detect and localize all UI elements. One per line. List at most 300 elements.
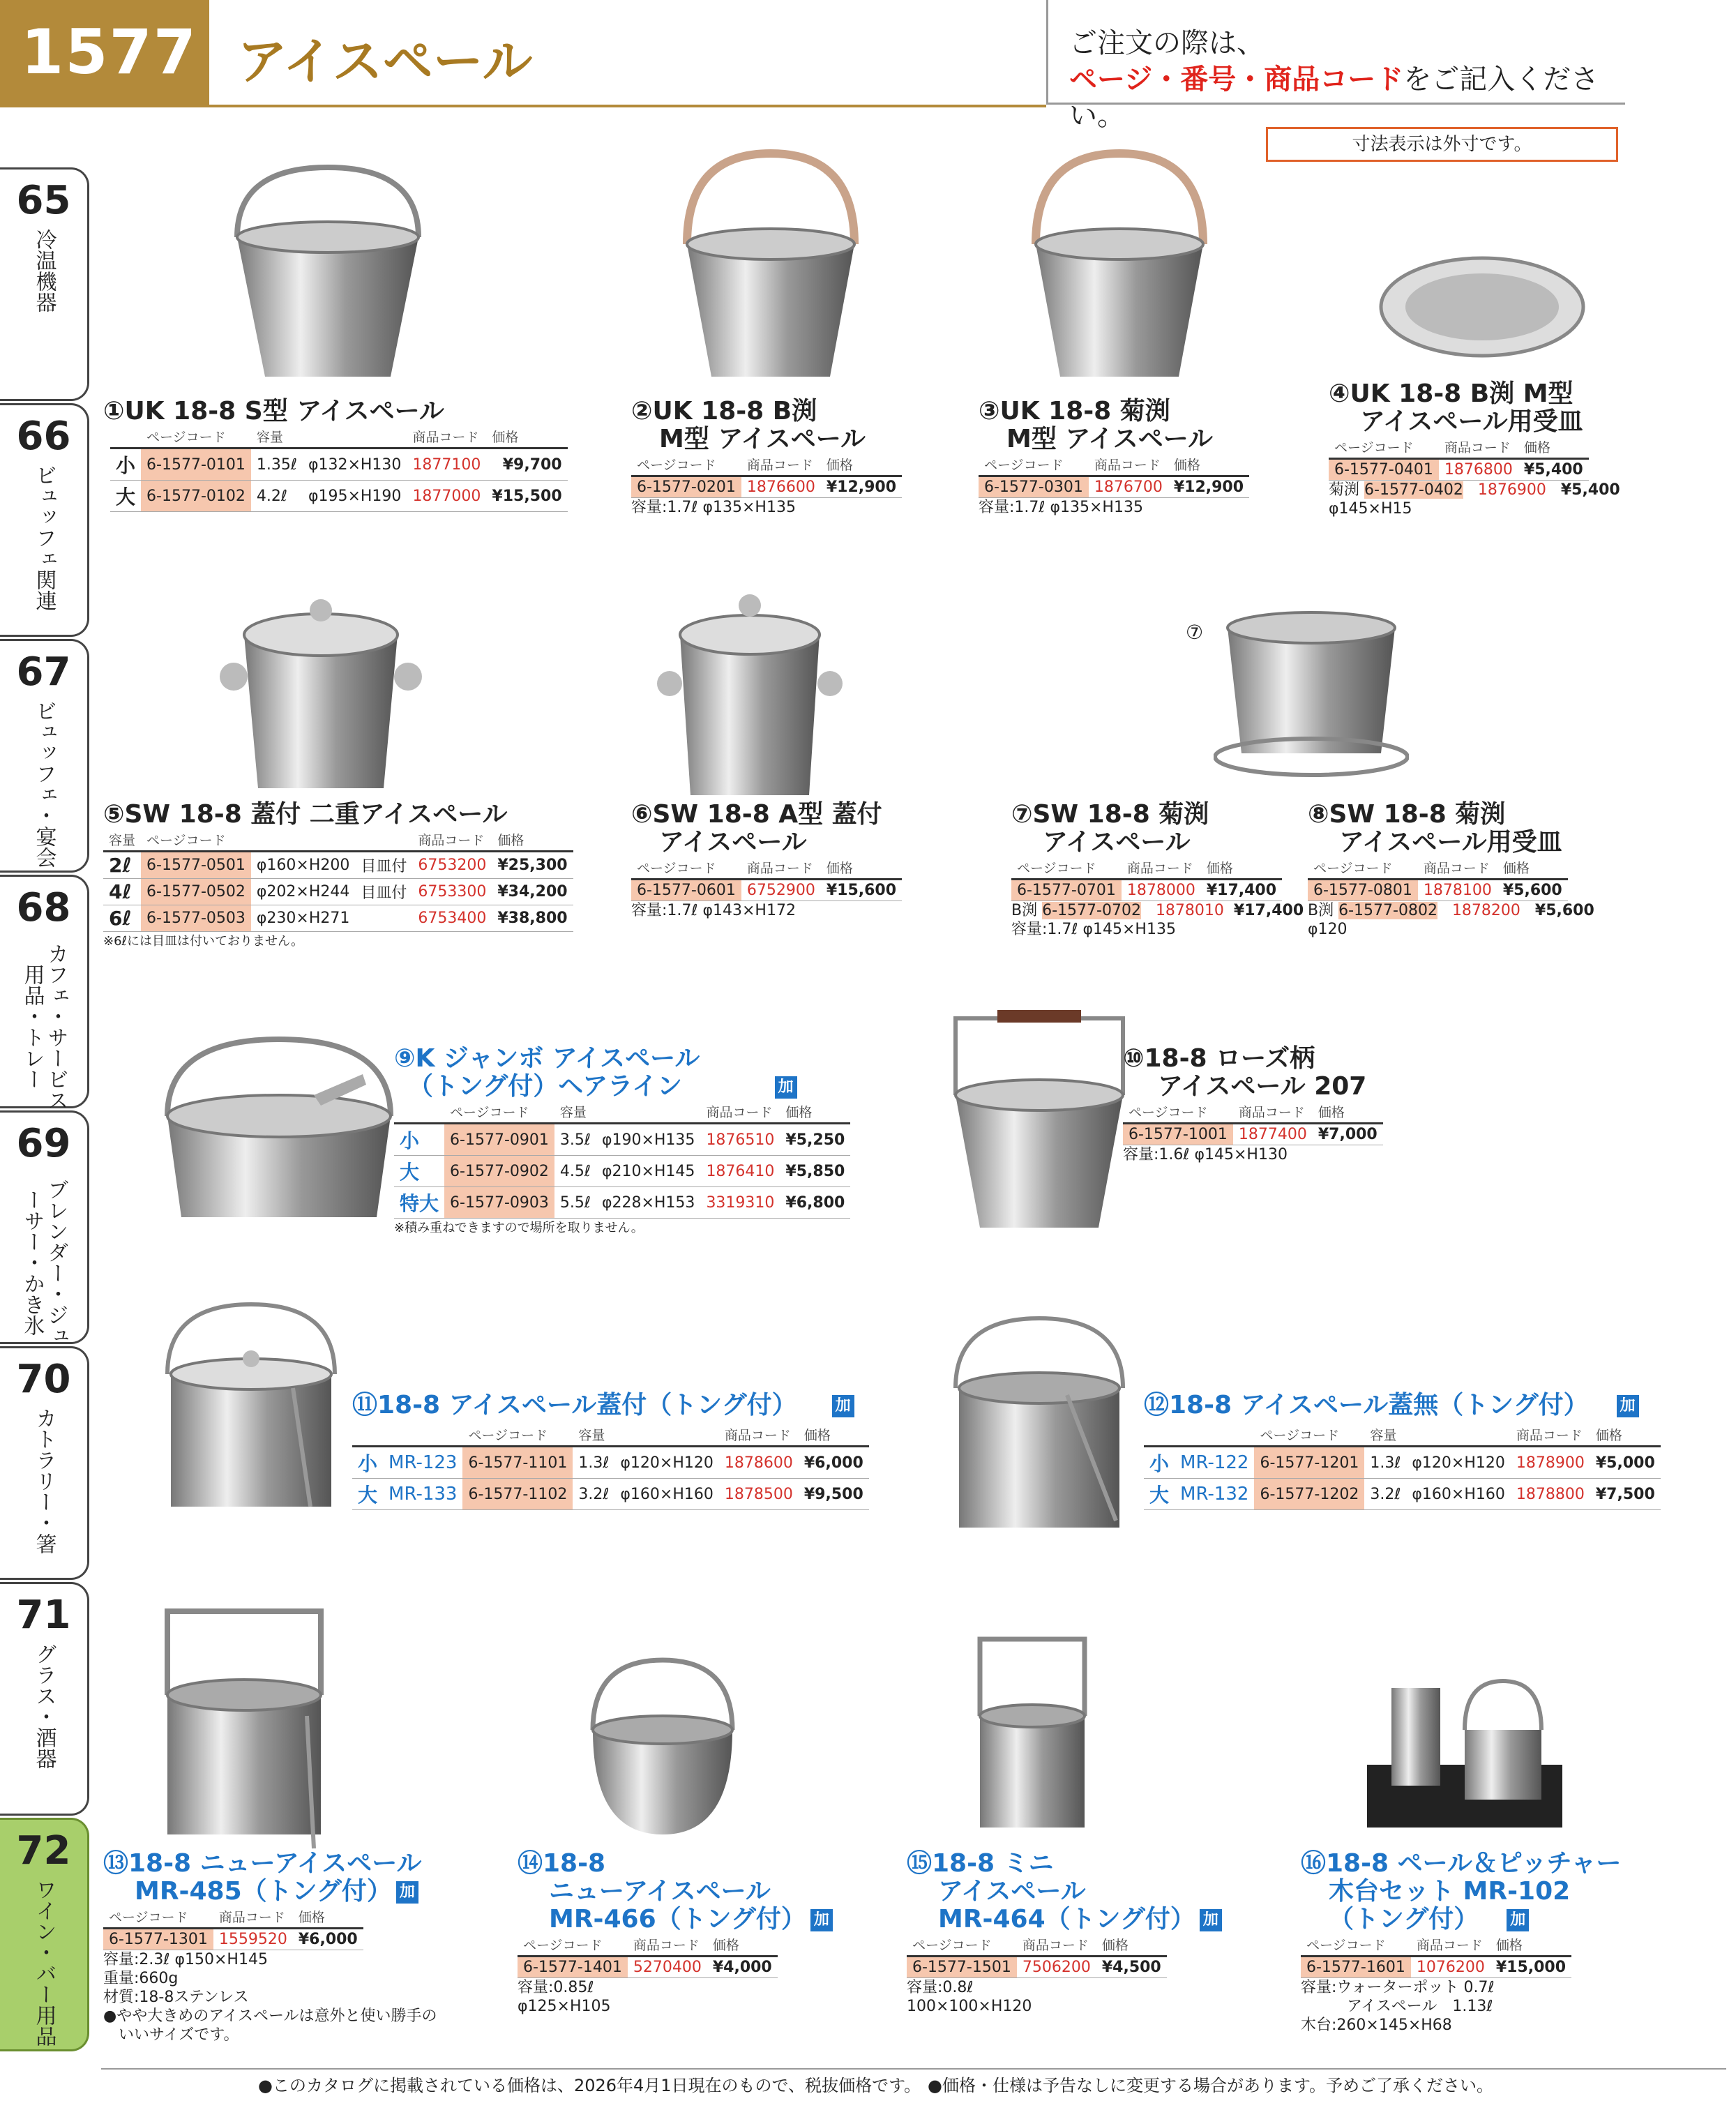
product-2-spec: 容量:1.7ℓ φ135×H135 (631, 499, 796, 516)
th-page: ページコード (979, 453, 1089, 476)
price: ¥17,400 (1233, 902, 1304, 919)
th-code: 商品コード (719, 1424, 799, 1447)
product-14-table (518, 1934, 778, 1978)
product-4-spec: φ145×H15 (1329, 500, 1412, 518)
page-code: 6-1577-0301 (979, 476, 1089, 498)
product-16-title3: （トング付） (1329, 1905, 1479, 1934)
product-code: 1076200 (1411, 1957, 1490, 1978)
dimension-note: 寸法表示は外寸です。 (1266, 127, 1618, 162)
mark-7: ⑦ (1186, 621, 1204, 644)
header-rule (0, 105, 1046, 107)
product-10 (1123, 1045, 1383, 1164)
product-13-title2: MR-485（トング付） (135, 1877, 392, 1906)
th-code: 商品コード (1411, 1934, 1490, 1957)
th-price: 価格 (1590, 1424, 1661, 1447)
product-7-variant (1011, 901, 1304, 920)
table-row (1301, 1957, 1571, 1978)
order-rest: をご記入ください。 (1069, 63, 1599, 132)
size: 小 (394, 1124, 444, 1156)
capacity: 1.3ℓ (573, 1447, 614, 1479)
product-9-table (394, 1101, 850, 1219)
price: ¥6,800 (780, 1187, 850, 1219)
table-row (103, 1929, 363, 1950)
dimensions: φ228×H153 (596, 1187, 700, 1219)
product-11-table (352, 1424, 869, 1510)
product-code: 5270400 (628, 1957, 707, 1978)
product-15-title1: ⑮18-8 ミニ (907, 1849, 1054, 1878)
page-code: 6-1577-0201 (631, 476, 741, 498)
product-1-table (110, 425, 568, 512)
price: ¥4,000 (707, 1957, 778, 1978)
product-15-spec: 容量:0.8ℓ 100×100×H120 (907, 1979, 1032, 2015)
page-code: 6-1577-0801 (1308, 880, 1418, 901)
th-price: 価格 (821, 453, 902, 476)
product-12-title: ⑫18-8 アイスペール蓋無（トング付） (1144, 1391, 1589, 1419)
product-code: 1877100 (407, 449, 486, 481)
table-row (394, 1156, 850, 1187)
product-code: 1876900 (1477, 481, 1546, 499)
th-code: 商品コード (407, 425, 486, 449)
th-price: 価格 (780, 1101, 850, 1124)
tab-label: ビュッフェ・宴会 (31, 700, 56, 868)
th-code: 商品コード (1439, 436, 1518, 459)
page-code: 6-1577-0902 (444, 1156, 554, 1187)
price: ¥38,800 (492, 905, 573, 932)
new-ice-pail-485-image (153, 1597, 335, 1855)
new-ice-pail-466-image (579, 1653, 746, 1848)
table-row (631, 880, 902, 901)
product-13-title1: ⑬18-8 ニューアイスペール (103, 1849, 422, 1878)
price: ¥5,250 (780, 1124, 850, 1156)
th-page: ページコード (907, 1934, 1017, 1957)
page-code: 6-1577-0401 (1329, 459, 1439, 481)
product-code: 1876700 (1089, 476, 1168, 498)
page-code: 6-1577-0501 (141, 852, 251, 879)
tab-66[interactable] (0, 403, 89, 637)
kakou-badge: 加 (775, 1076, 797, 1099)
mini-ice-pail-image (963, 1632, 1116, 1841)
table-row (518, 1957, 778, 1978)
th-code: 商品コード (1017, 1934, 1096, 1957)
table-row (394, 1124, 850, 1156)
product-3-table (979, 453, 1249, 498)
product-14 (518, 1850, 833, 2016)
th-cap: 容量 (573, 1424, 614, 1447)
order-line2 (1069, 61, 1625, 134)
price: ¥4,500 (1096, 1957, 1167, 1978)
price: ¥9,700 (486, 449, 567, 481)
table-row (631, 476, 902, 498)
tab-71[interactable] (0, 1582, 89, 1816)
product-code: 1877000 (407, 481, 486, 512)
th-page: ページコード (1308, 857, 1418, 880)
th-code: 商品コード (213, 1906, 293, 1929)
size: 小 (1144, 1447, 1175, 1479)
th-code: 商品コード (1122, 857, 1201, 880)
product-code: 1878800 (1511, 1479, 1590, 1510)
price: ¥34,200 (492, 879, 573, 905)
product-code: 1878600 (719, 1447, 799, 1479)
product-10-table (1123, 1101, 1383, 1145)
table-row (110, 449, 568, 481)
product-10-spec: 容量:1.6ℓ φ145×H130 (1123, 1146, 1288, 1163)
price: ¥12,900 (1168, 476, 1249, 498)
page-code: 6-1577-0102 (141, 481, 251, 512)
product-5-title: ⑤SW 18-8 蓋付 二重アイスペール (103, 800, 508, 829)
dimensions: φ160×H200 (251, 852, 355, 879)
product-2 (631, 398, 902, 517)
th-price: 価格 (293, 1906, 363, 1929)
table-row (979, 476, 1249, 498)
capacity: 1.3ℓ (1364, 1447, 1406, 1479)
kakou-badge: 加 (810, 1909, 833, 1931)
tab-label: 冷温機器 (31, 229, 56, 312)
product-code: 1878010 (1155, 902, 1224, 919)
ice-pail-b-image (670, 146, 872, 384)
th-price: 価格 (1096, 1934, 1167, 1957)
price: ¥15,000 (1490, 1957, 1571, 1978)
kakou-badge: 加 (1507, 1909, 1529, 1931)
th-page: ページコード (631, 857, 741, 880)
page-code: 6-1577-1601 (1301, 1957, 1411, 1978)
product-6-title1: ⑥SW 18-8 A型 蓋付 (631, 800, 882, 829)
dimensions: φ160×H160 (614, 1479, 718, 1510)
th-page: ページコード (1301, 1934, 1411, 1957)
footer-note-right: ●価格・仕様は予告なしに変更する場合があります。予めご了承ください。 (928, 2076, 1494, 2095)
product-code: 1878500 (719, 1479, 799, 1510)
tab-label: カトラリー・箸 (31, 1408, 56, 1554)
sw-ice-pail-image (1214, 600, 1409, 781)
th-price: 価格 (1497, 857, 1568, 880)
a-type-ice-pail-image (649, 586, 851, 809)
table-row (1144, 1479, 1661, 1510)
product-7 (1011, 801, 1304, 939)
order-notice (1046, 0, 1625, 132)
th-code: 商品コード (628, 1934, 707, 1957)
page-code: 6-1577-0702 (1042, 902, 1141, 919)
product-4-table (1329, 436, 1589, 481)
price: ¥5,000 (1590, 1447, 1661, 1479)
tab-69[interactable] (0, 1110, 89, 1344)
product-16-title1: ⑯18-8 ペール＆ピッチャー (1301, 1849, 1622, 1878)
product-code: 1877400 (1233, 1124, 1313, 1145)
page-code: 6-1577-0802 (1338, 902, 1437, 919)
price: ¥7,500 (1590, 1479, 1661, 1510)
th-code: 商品コード (741, 857, 821, 880)
page-number: 1577 (0, 0, 209, 105)
product-code: 6752900 (741, 880, 821, 901)
page-code: 6-1577-1001 (1123, 1124, 1233, 1145)
tab-68[interactable] (0, 875, 89, 1108)
product-14-spec: 容量:0.85ℓ φ125×H105 (518, 1979, 611, 2015)
size: 小 (352, 1447, 383, 1479)
price: ¥15,600 (821, 880, 902, 901)
product-code: 7506200 (1017, 1957, 1096, 1978)
tab-label: カフェ・サービス用品・トレー (20, 943, 68, 1110)
dimensions: φ195×H190 (303, 481, 407, 512)
product-8-table (1308, 857, 1568, 901)
page-code: 6-1577-0701 (1011, 880, 1122, 901)
product-4-title1: ④UK 18-8 B渕 M型 (1329, 379, 1573, 408)
model: MR-133 (383, 1479, 462, 1510)
page-code: 6-1577-0901 (444, 1124, 554, 1156)
tab-number: 72 (16, 1828, 71, 1874)
kakou-badge: 加 (396, 1881, 418, 1904)
product-2-title2: M型 アイスペール (659, 425, 866, 453)
th-code: 商品コード (1418, 857, 1497, 880)
capacity: 2ℓ (103, 852, 141, 879)
product-16 (1301, 1850, 1621, 2035)
ice-pail-nolid-image (949, 1311, 1130, 1542)
product-9-title1: ⑨K ジャンボ アイスペール (394, 1044, 700, 1073)
tab-65[interactable] (0, 167, 89, 401)
tab-number: 67 (16, 649, 71, 695)
tab-number: 69 (16, 1121, 71, 1166)
product-code: 1878900 (1511, 1447, 1590, 1479)
page-code: 6-1577-1201 (1254, 1447, 1364, 1479)
size: 大 (1144, 1479, 1175, 1510)
tab-number: 70 (16, 1357, 71, 1402)
product-code: 3319310 (700, 1187, 780, 1219)
th-page: ページコード (103, 1906, 213, 1929)
dimensions: φ120×H120 (614, 1447, 718, 1479)
th-cap: 容量 (251, 425, 303, 449)
product-8 (1308, 801, 1594, 939)
table-row (1144, 1447, 1661, 1479)
price: ¥17,400 (1201, 880, 1282, 901)
footer-rule (101, 2068, 1726, 2070)
dimensions: φ132×H130 (303, 449, 407, 481)
tab-72[interactable] (0, 1818, 89, 2051)
th-page: ページコード (141, 425, 251, 449)
th-page: ページコード (1011, 857, 1122, 880)
price: ¥6,000 (799, 1447, 869, 1479)
table-row (1329, 459, 1589, 481)
price: ¥5,400 (1560, 481, 1620, 499)
product-7-spec: 容量:1.7ℓ φ145×H135 (1011, 921, 1176, 938)
th-price: 価格 (799, 1424, 869, 1447)
table-row (1011, 880, 1282, 901)
price: ¥12,900 (821, 476, 902, 498)
size: 特大 (394, 1187, 444, 1219)
dimensions: φ160×H160 (1406, 1479, 1510, 1510)
product-7-title1: ⑦SW 18-8 菊渕 (1011, 800, 1209, 829)
product-3-title1: ③UK 18-8 菊渕 (979, 397, 1170, 425)
table-row (907, 1957, 1167, 1978)
capacity: 4.2ℓ (251, 481, 303, 512)
th-page: ページコード (444, 1101, 554, 1124)
double-ice-pail-image (216, 593, 425, 802)
product-1 (103, 398, 568, 512)
product-13 (103, 1850, 437, 2044)
product-code: 1876800 (1439, 459, 1518, 481)
product-12-table (1144, 1424, 1661, 1510)
price: ¥5,600 (1497, 880, 1568, 901)
th-cap: 容量 (103, 829, 141, 852)
product-5-note: ※6ℓには目皿は付いておりません。 (103, 934, 304, 949)
product-16-title2: 木台セット MR-102 (1329, 1877, 1571, 1906)
th-price: 価格 (1168, 453, 1249, 476)
page-title: アイスペール (237, 32, 533, 91)
ice-pail-kiku-image (1018, 146, 1221, 384)
product-7-table (1011, 857, 1282, 901)
ice-pail-lid-image (160, 1297, 342, 1521)
capacity: 4.5ℓ (554, 1156, 596, 1187)
product-15-title2: アイスペール (938, 1877, 1086, 1906)
product-14-title2: ニューアイスペール (549, 1877, 771, 1906)
table-row (1308, 880, 1568, 901)
product-12 (1144, 1392, 1661, 1510)
product-7-title2: アイスペール (1043, 828, 1191, 857)
size: 大 (110, 481, 141, 512)
product-6 (631, 801, 902, 920)
option (355, 905, 412, 932)
table-row (1123, 1124, 1383, 1145)
product-16-spec: 容量:ウォーターポット 0.7ℓ アイスペール 1.13ℓ 木台:260×145×H68 (1301, 1979, 1495, 2034)
product-6-spec: 容量:1.7ℓ φ143×H172 (631, 902, 796, 919)
price: ¥5,400 (1518, 459, 1589, 481)
product-15-title3: MR-464（トング付） (938, 1905, 1195, 1934)
price: ¥7,000 (1313, 1124, 1383, 1145)
page-code: 6-1577-0502 (141, 879, 251, 905)
product-9 (394, 1045, 850, 1237)
product-9-title2: （トング付）ヘアライン (408, 1072, 683, 1101)
page-code: 6-1577-0402 (1364, 481, 1463, 499)
page-code: 6-1577-0503 (141, 905, 251, 932)
dimensions: φ120×H120 (1406, 1447, 1510, 1479)
option: 目皿付 (355, 852, 412, 879)
page-code: 6-1577-1401 (518, 1957, 628, 1978)
product-code: 6753200 (412, 852, 492, 879)
capacity: 4ℓ (103, 879, 141, 905)
kakou-badge: 加 (832, 1395, 854, 1417)
tab-label: ビュッフェ関連 (31, 465, 56, 611)
th-page: ページコード (462, 1424, 573, 1447)
model: MR-123 (383, 1447, 462, 1479)
product-6-title2: アイスペール (659, 828, 807, 857)
th-code: 商品コード (1511, 1424, 1590, 1447)
variant: B渕 (1011, 902, 1038, 919)
page-code: 6-1577-1102 (462, 1479, 573, 1510)
th-page: ページコード (1329, 436, 1439, 459)
th-price: 価格 (707, 1934, 778, 1957)
capacity: 1.35ℓ (251, 449, 303, 481)
product-5-table (103, 829, 573, 932)
variant: 菊渕 (1329, 481, 1360, 499)
product-14-title1: ⑭18-8 (518, 1849, 606, 1878)
product-code: 1878100 (1418, 880, 1497, 901)
saucer-image (1378, 251, 1587, 363)
kakou-badge: 加 (1617, 1395, 1639, 1417)
page-code: 6-1577-0601 (631, 880, 741, 901)
tab-number: 66 (16, 414, 71, 459)
product-5 (103, 801, 573, 951)
product-8-variant (1308, 901, 1594, 920)
page-code: 6-1577-1301 (103, 1929, 213, 1950)
dimensions: φ210×H145 (596, 1156, 700, 1187)
capacity: 3.2ℓ (573, 1479, 614, 1510)
tab-67[interactable] (0, 639, 89, 873)
tab-number: 65 (16, 178, 71, 223)
table-row (103, 879, 573, 905)
page-code: 6-1577-1101 (462, 1447, 573, 1479)
kakou-badge: 加 (1200, 1909, 1222, 1931)
product-code: 1876600 (741, 476, 821, 498)
page-code: 6-1577-1202 (1254, 1479, 1364, 1510)
product-10-title2: アイスペール 207 (1158, 1072, 1367, 1101)
product-code: 1559520 (213, 1929, 293, 1950)
product-4-variant (1329, 481, 1620, 499)
capacity: 3.2ℓ (1364, 1479, 1406, 1510)
th-price: 価格 (1201, 857, 1282, 880)
dimensions: φ230×H271 (251, 905, 355, 932)
variant: B渕 (1308, 902, 1334, 919)
th-cap: 容量 (1364, 1424, 1406, 1447)
pail-pitcher-set-image (1360, 1660, 1569, 1841)
price: ¥5,600 (1534, 902, 1594, 919)
footer-note-left: ●このカタログに掲載されている価格は、2026年4月1日現在のもので、税抜価格です。 (258, 2076, 921, 2095)
product-9-note: ※積み重ねできますので場所を取りません。 (394, 1221, 644, 1235)
product-2-table (631, 453, 902, 498)
product-6-table (631, 857, 902, 901)
page-code: 6-1577-0101 (141, 449, 251, 481)
capacity: 6ℓ (103, 905, 141, 932)
price: ¥25,300 (492, 852, 573, 879)
th-code: 商品コード (741, 453, 821, 476)
product-3 (979, 398, 1249, 517)
th-page: ページコード (1254, 1424, 1364, 1447)
th-cap: 容量 (554, 1101, 596, 1124)
th-page: ページコード (141, 829, 251, 852)
table-row (103, 905, 573, 932)
size: 大 (394, 1156, 444, 1187)
product-3-spec: 容量:1.7ℓ φ135×H135 (979, 499, 1143, 516)
product-8-title1: ⑧SW 18-8 菊渕 (1308, 800, 1506, 829)
dimensions: φ202×H244 (251, 879, 355, 905)
price: ¥15,500 (486, 481, 567, 512)
price: ¥9,500 (799, 1479, 869, 1510)
product-3-title2: M型 アイスペール (1006, 425, 1214, 453)
tab-number: 71 (16, 1592, 71, 1638)
page-code: 6-1577-1501 (907, 1957, 1017, 1978)
th-page: ページコード (631, 453, 741, 476)
model: MR-122 (1175, 1447, 1254, 1479)
th-price: 価格 (492, 829, 573, 852)
product-2-title1: ②UK 18-8 B渕 (631, 397, 817, 425)
model: MR-132 (1175, 1479, 1254, 1510)
price: ¥5,850 (780, 1156, 850, 1187)
product-15-table (907, 1934, 1167, 1978)
product-1-title: ①UK 18-8 S型 アイスペール (103, 397, 444, 425)
jumbo-ice-pail-image (153, 1032, 405, 1228)
product-code: 1878000 (1122, 880, 1201, 901)
product-code: 1876410 (700, 1156, 780, 1187)
product-14-title3: MR-466（トング付） (549, 1905, 806, 1934)
th-price: 価格 (486, 425, 567, 449)
tab-number: 68 (16, 885, 71, 930)
th-page: ページコード (518, 1934, 628, 1957)
product-code: 6753400 (412, 905, 492, 932)
product-11 (352, 1392, 869, 1510)
ice-pail-s-image (223, 160, 432, 391)
th-code: 商品コード (1233, 1101, 1313, 1124)
th-price: 価格 (1490, 1934, 1571, 1957)
table-row (110, 481, 568, 512)
th-code: 商品コード (412, 829, 492, 852)
product-13-table (103, 1906, 363, 1950)
tab-70[interactable] (0, 1346, 89, 1580)
th-code: 商品コード (700, 1101, 780, 1124)
